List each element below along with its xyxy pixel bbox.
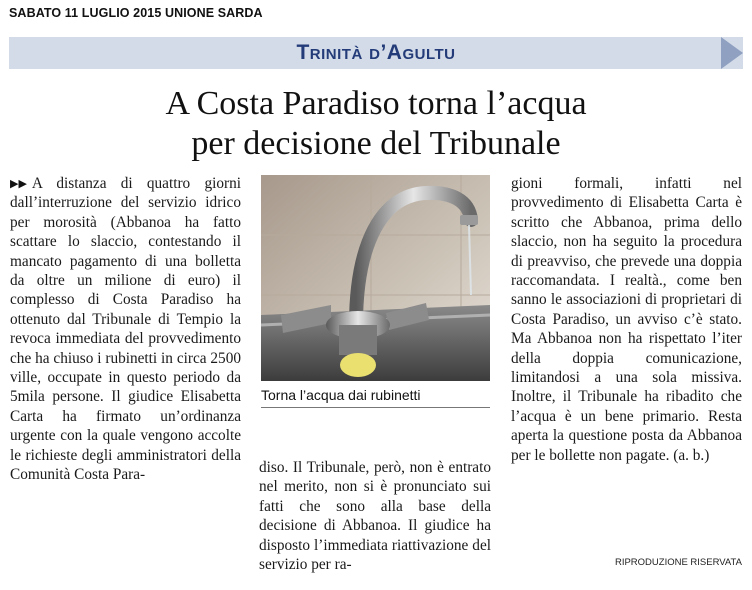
- masthead: SABATO 11 LUGLIO 2015 UNIONE SARDA: [9, 6, 263, 20]
- headline-line-1: A Costa Paradiso torna l’acqua: [165, 85, 587, 122]
- section-bar: [9, 37, 743, 69]
- headline-line-2: per decisione del Tribunale: [191, 125, 561, 162]
- article-text-col2: diso. Il Tribunale, però, non è entrato nel merito, non si è pronunciato sui fatti che sono alla base della decisione di Abbanoa. Il giudice ha disposto l’immediata riattivazione del servizio per ra-: [259, 459, 491, 574]
- article-text-col1: A distanza di quattro giorni dall’interruzione del servizio idrico per morosità (Abbanoa ha fatto scattare lo slaccio, contestando il mancato pagamento di una bolletta da oltre un milione di euro) il complesso di Costa Paradiso ha ottenuto dal Tribunale di Tempio la revoca immediata del provvedimento che ha chiuso i rubinetti in circa 2500 ville, occupate in questo periodo da 5mila persone. Il giudice Elisabetta Carta ha firmato un’ordinanza urgente con la quale vengono accolte le richieste degli amministratori della Comunità Costa Para-: [10, 175, 241, 484]
- photo-caption: Torna l’acqua dai rubinetti: [261, 387, 421, 403]
- section-title: Trinità d’Agultu: [296, 41, 456, 64]
- headline: [9, 84, 743, 164]
- double-arrow-icon: ▶▶: [10, 177, 27, 190]
- article-column-3: [511, 174, 742, 465]
- caption-divider: [261, 407, 490, 408]
- article-text-col3: gioni formali, infatti nel provvedimento di Elisabetta Carta è scritto che Abbanoa, prima dello slaccio, non ha seguito la procedura di preavviso, che prevede una doppia raccomandata. I realtà., come ben sanno le associazioni di proprietari di Costa Paradiso, un avviso c’è stato. Ma Abbanoa non ha rispettato l’iter della doppia comunicazione, limitandosi a una sola missiva. Inoltre, il Tribunale ha ribadito che l’acqua è un bene primario. Resta aperta la questione posta da Abbanoa per le bollette non pagate. (a. b.): [511, 175, 742, 464]
- copyright-notice: RIPRODUZIONE RISERVATA: [614, 557, 742, 568]
- article-column-1: [10, 174, 241, 485]
- section-arrow-icon: [721, 37, 743, 69]
- faucet-photo: [261, 175, 490, 381]
- article-photo: [261, 175, 490, 381]
- article-column-2: [259, 458, 491, 574]
